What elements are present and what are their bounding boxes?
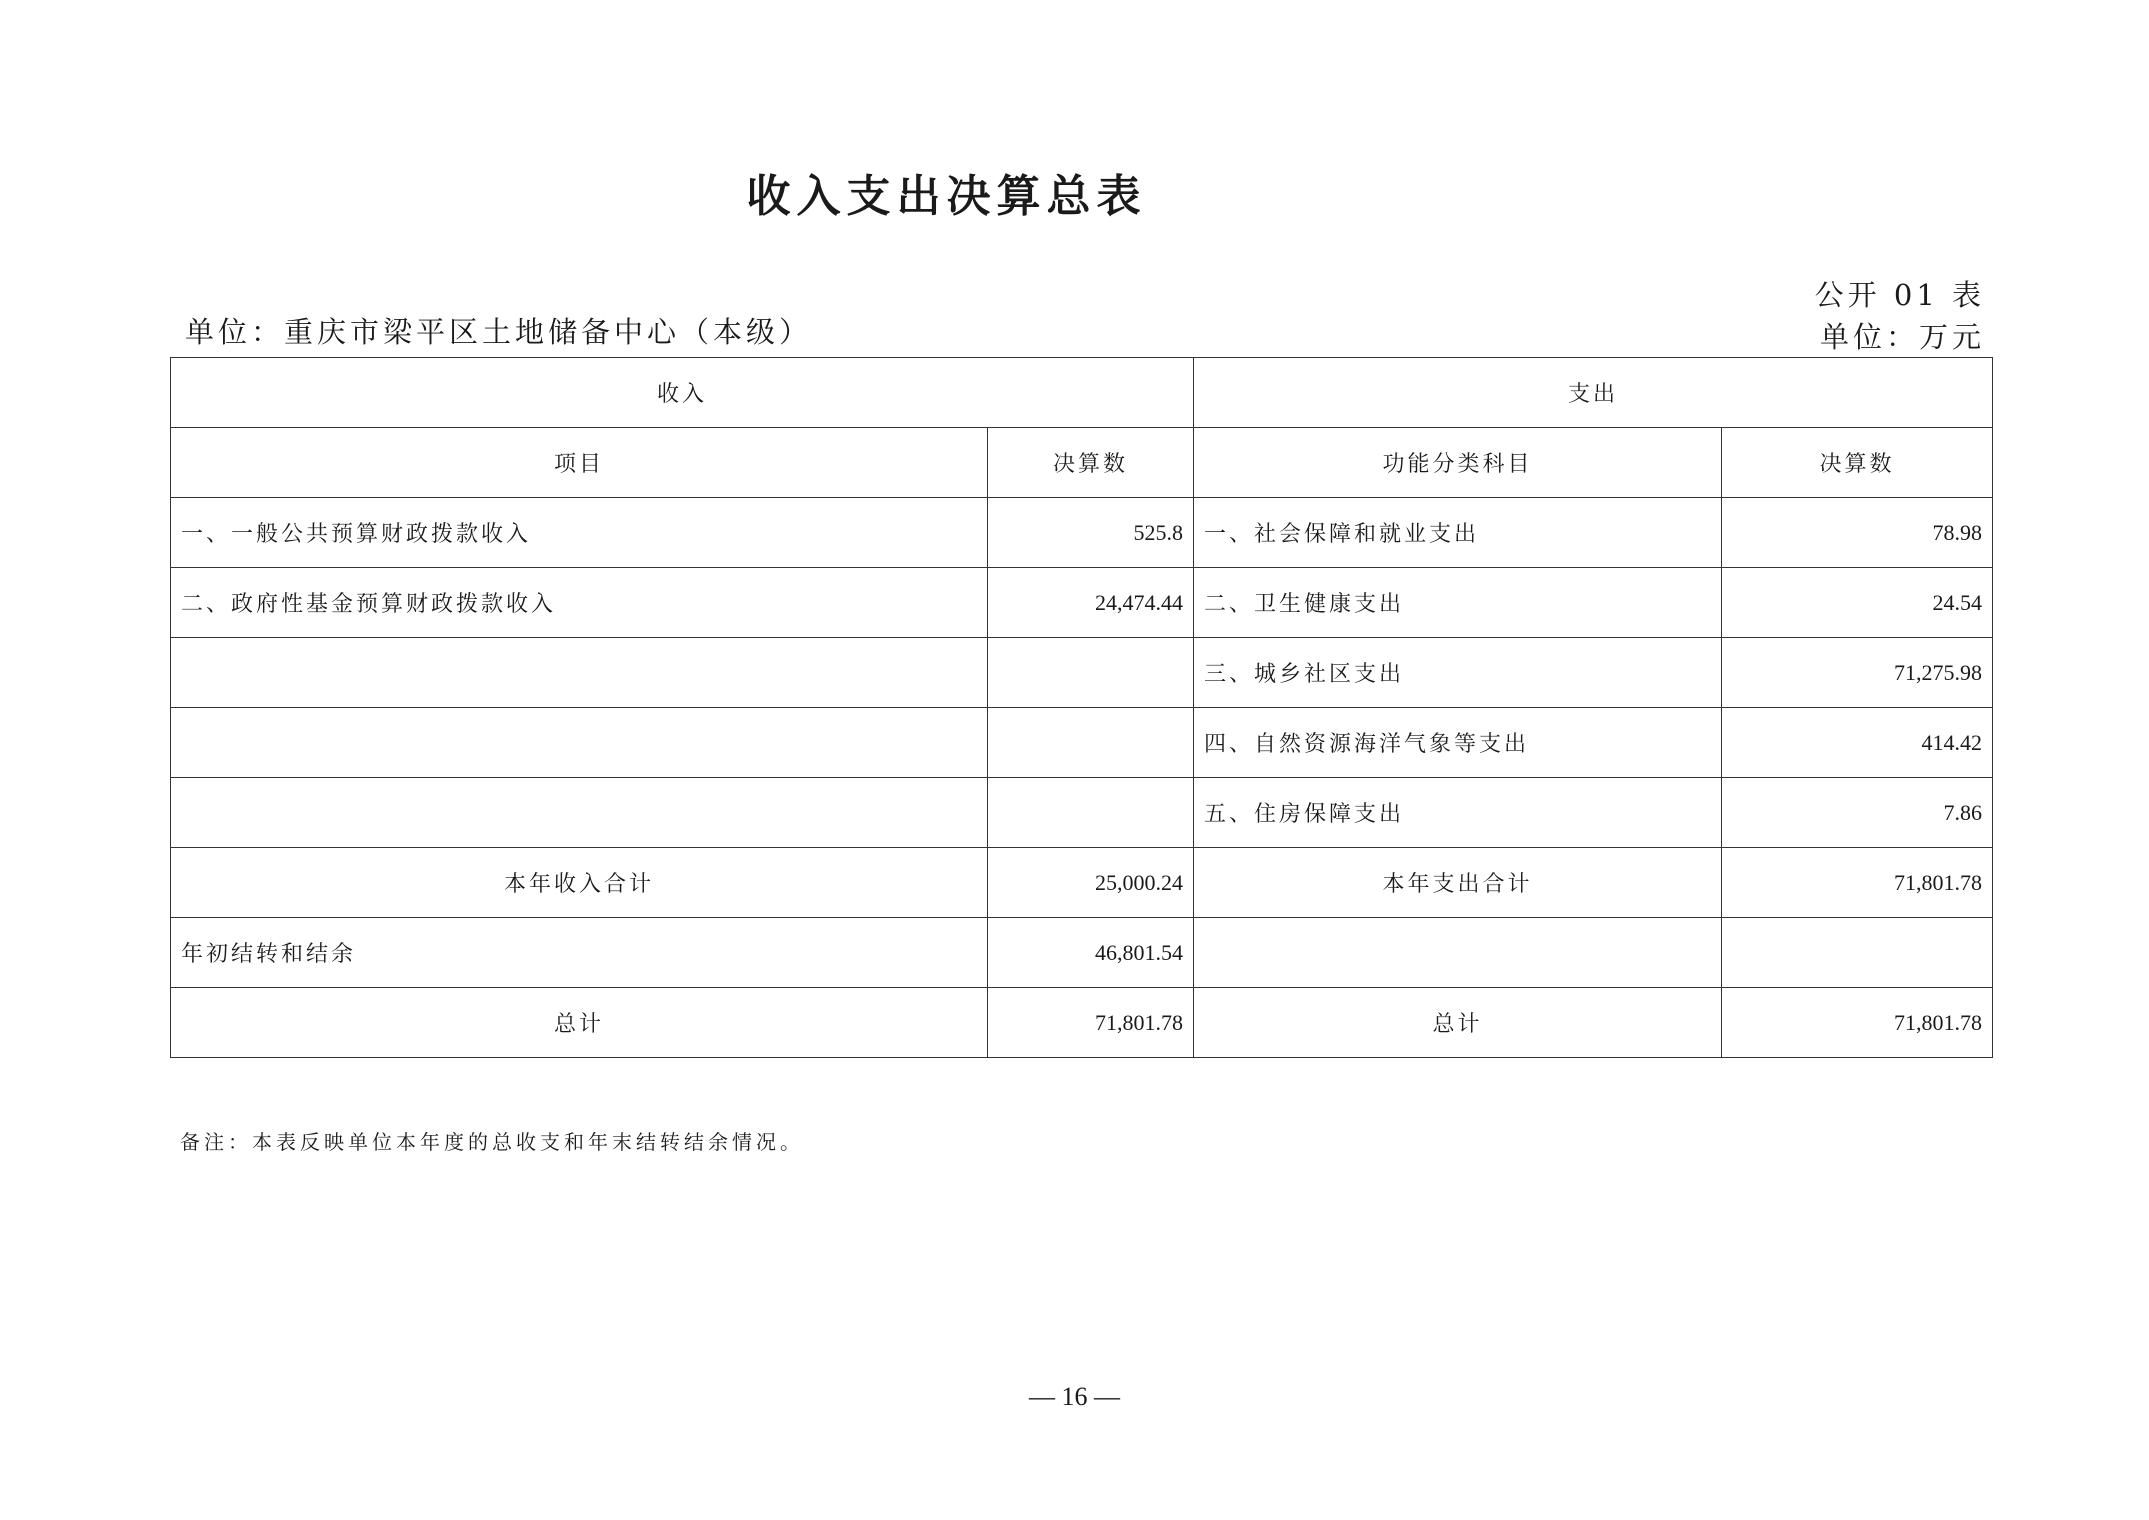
income-amount: 525.8	[988, 498, 1194, 568]
income-item	[171, 708, 988, 778]
col-function-header: 功能分类科目	[1194, 428, 1722, 498]
currency-unit: 单位：万元	[1819, 320, 1985, 354]
income-header: 收入	[171, 358, 1194, 428]
table-row	[171, 708, 1993, 778]
table-meta	[1815, 274, 1985, 358]
expense-item: 五、住房保障支出	[1194, 778, 1722, 848]
unit-name: 单位：重庆市梁平区土地储备中心（本级）	[185, 315, 813, 349]
carryover-expense-amount-empty	[1722, 918, 1993, 988]
income-total-label: 本年收入合计	[171, 848, 988, 918]
budget-summary-table	[170, 357, 1993, 1058]
income-item: 一、一般公共预算财政拨款收入	[171, 498, 988, 568]
grand-total-income: 71,801.78	[988, 988, 1194, 1058]
grand-total-expense: 71,801.78	[1722, 988, 1993, 1058]
expense-item: 四、自然资源海洋气象等支出	[1194, 708, 1722, 778]
section-header-row	[171, 358, 1993, 428]
col-item-header: 项目	[171, 428, 988, 498]
carryover-expense-empty	[1194, 918, 1722, 988]
income-amount: 24,474.44	[988, 568, 1194, 638]
expense-amount: 71,275.98	[1722, 638, 1993, 708]
expense-amount: 7.86	[1722, 778, 1993, 848]
expense-total-amount: 71,801.78	[1722, 848, 1993, 918]
carryover-row	[171, 918, 1993, 988]
expense-total-label: 本年支出合计	[1194, 848, 1722, 918]
grand-total-label: 总计	[171, 988, 988, 1058]
expense-item: 二、卫生健康支出	[1194, 568, 1722, 638]
table-number: 公开 01 表	[1814, 278, 1985, 312]
grand-total-row	[171, 988, 1993, 1058]
col-amount-header: 决算数	[988, 428, 1194, 498]
expense-amount: 24.54	[1722, 568, 1993, 638]
income-amount	[988, 638, 1194, 708]
income-amount	[988, 778, 1194, 848]
footnote: 备注：本表反映单位本年度的总收支和年末结转结余情况。	[180, 1130, 804, 1154]
col-amount2-header: 决算数	[1722, 428, 1993, 498]
carryover-label: 年初结转和结余	[171, 918, 988, 988]
expense-amount: 78.98	[1722, 498, 1993, 568]
income-total-amount: 25,000.24	[988, 848, 1194, 918]
table-row	[171, 568, 1993, 638]
income-item	[171, 778, 988, 848]
expense-amount: 414.42	[1722, 708, 1993, 778]
grand-total-label-expense: 总计	[1194, 988, 1722, 1058]
expense-item: 三、城乡社区支出	[1194, 638, 1722, 708]
table-row	[171, 638, 1993, 708]
page-number: — 16 —	[1029, 1382, 1120, 1411]
carryover-amount: 46,801.54	[988, 918, 1194, 988]
table-row	[171, 498, 1993, 568]
income-item	[171, 638, 988, 708]
page-title-text: 收入支出决算总表	[746, 171, 1147, 222]
expense-item: 一、社会保障和就业支出	[1194, 498, 1722, 568]
expense-header: 支出	[1194, 358, 1993, 428]
income-amount	[988, 708, 1194, 778]
page-title	[0, 160, 2149, 224]
income-item: 二、政府性基金预算财政拨款收入	[171, 568, 988, 638]
column-header-row	[171, 428, 1993, 498]
annual-total-row	[171, 848, 1993, 918]
table-row	[171, 778, 1993, 848]
